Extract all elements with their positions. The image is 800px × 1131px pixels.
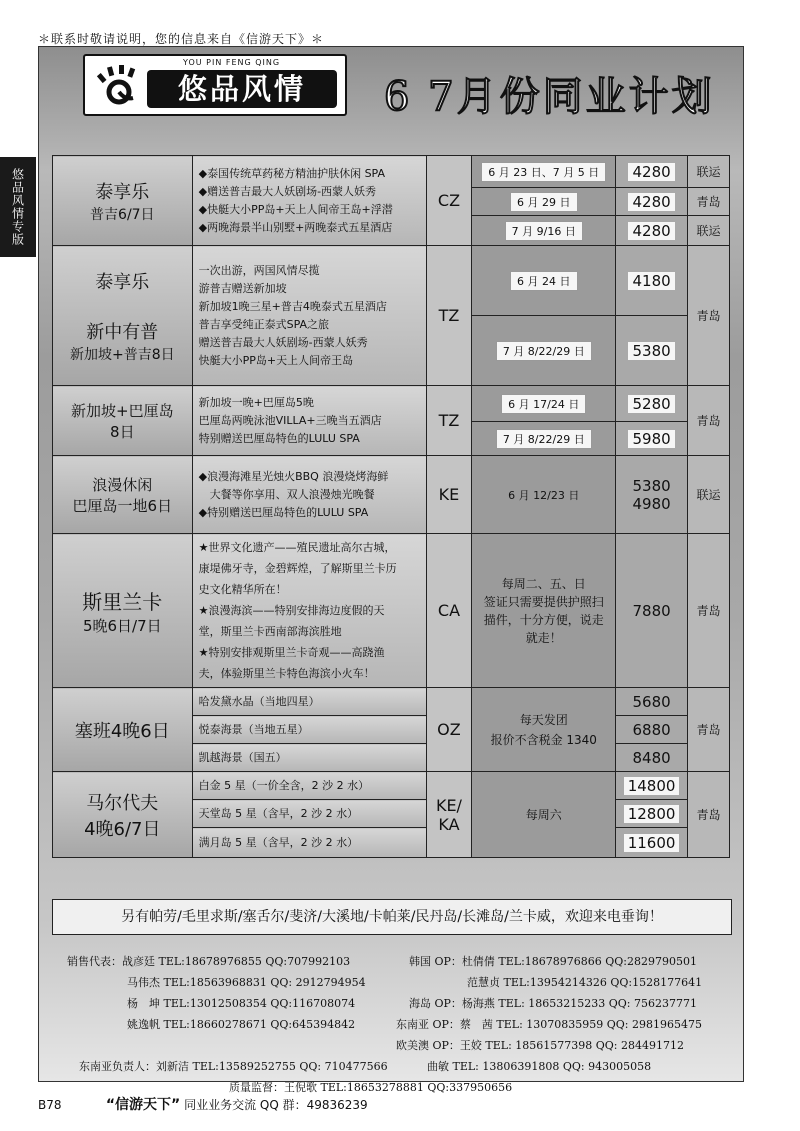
departure-date: 7 月 8/22/29 日	[472, 316, 616, 386]
price: 14800	[616, 772, 688, 800]
hotel-option: 哈发黛水晶（当地四星）	[192, 688, 426, 716]
tour-features: ◆浪漫海滩星光烛火BBQ 浪漫烧烤海鲜 大餐等你享用、双人浪漫烛光晚餐 ◆特别赠送巴厘岛特色的LULU SPA	[192, 456, 426, 534]
departure-city: 青岛	[688, 534, 730, 688]
departure-date: 6 月 23 日、7 月 5 日	[472, 156, 616, 188]
departure-date: 7 月 8/22/29 日	[472, 422, 616, 456]
sun-logo-icon	[95, 64, 141, 108]
table-row	[53, 156, 730, 188]
table-row	[53, 772, 730, 800]
contact-line: 东南亚 OP：蔡 茜 TEL: 13070835959 QQ: 2981965475	[396, 1018, 702, 1031]
tour-features: ★世界文化遗产——殖民遗址高尔古城， 康堤佛牙寺，金碧辉煌，了解斯里兰卡历 史文化精华所在！ ★浪漫海滨——特别安排海边度假的天 堂，斯里兰卡西南部海滨胜地 ★特别安排观斯里兰卡奇观——高跷渔 夫，体验斯里兰卡特色海滨小火车！	[192, 534, 426, 688]
tour-name: 浪漫休闲 巴厘岛一地6日	[53, 456, 193, 534]
departure-city: 青岛	[688, 772, 730, 858]
hotel-option: 凯越海景（国五）	[192, 744, 426, 772]
price: 4280	[616, 216, 688, 246]
top-note: ＊联系时敬请说明，您的信息来自《信游天下》＊	[38, 32, 325, 46]
departure-date: 6 月 29 日	[472, 188, 616, 216]
contact-line: 曲敏 TEL: 13806391808 QQ: 943005058	[427, 1060, 652, 1073]
hotel-option: 悦泰海景（当地五星）	[192, 716, 426, 744]
tour-name: 泰享乐 新中有普 新加坡+普吉8日	[53, 246, 193, 386]
publication-name: “信游天下”	[105, 1097, 181, 1113]
tour-name: 泰享乐 普吉6/7日	[53, 156, 193, 246]
price: 8480	[616, 744, 688, 772]
departure-info: 每周六	[472, 772, 616, 858]
price: 6880	[616, 716, 688, 744]
contact-line: 范慧贞 TEL:13954214326 QQ:1528177641	[467, 976, 703, 989]
qq-group: 同业业务交流 QQ 群：49836239	[184, 1098, 368, 1112]
page-number: B78	[38, 1098, 62, 1112]
tour-name: 新加坡+巴厘岛 8日	[53, 386, 193, 456]
price: 4280	[616, 156, 688, 188]
departure-city: 青岛	[688, 688, 730, 772]
flyer-frame	[38, 46, 744, 1094]
tour-features: 新加坡一晚+巴厘岛5晚 巴厘岛两晚泳池VILLA+三晚当五酒店 特别赠送巴厘岛特色的LULU SPA	[192, 386, 426, 456]
departure-date: 7 月 9/16 日	[472, 216, 616, 246]
airline-code: KE	[426, 456, 472, 534]
table-row	[53, 456, 730, 534]
tour-features: 一次出游，两国风情尽揽 游普吉赠送新加坡 新加坡1晚三星+普吉4晚泰式五星酒店 普吉享受纯正泰式SPA之旅 赠送普吉最大人妖剧场-西蒙人妖秀 快艇大小PP岛+天上人间帝王岛	[192, 246, 426, 386]
contact-line: 海岛 OP：杨海燕 TEL: 18653215233 QQ: 756237771	[409, 997, 697, 1010]
tour-name: 马尔代夫 4晚6/7日	[53, 772, 193, 858]
logo-text: 悠品风情	[147, 70, 337, 108]
departure-date: 6 月 24 日	[472, 246, 616, 316]
hotel-option: 满月岛 5 星（含早，2 沙 2 水）	[192, 828, 426, 858]
contact-line: 销售代表：战彦廷 TEL:18678976855 QQ:707992103	[67, 955, 351, 968]
price: 5980	[616, 422, 688, 456]
price: 12800	[616, 800, 688, 828]
airline-code: CZ	[426, 156, 472, 246]
price: 7880	[616, 534, 688, 688]
contact-line: 杨 坤 TEL:13012508354 QQ:116708074	[127, 997, 356, 1010]
table-row	[53, 688, 730, 716]
page-footer	[38, 1094, 368, 1114]
contact-line: 质量监督：王倪歌 TEL:18653278881 QQ:337950656	[229, 1081, 513, 1094]
more-destinations: 另有帕劳/毛里求斯/塞舌尔/斐济/大溪地/卡帕莱/民丹岛/长滩岛/兰卡威，欢迎来电垂询！	[52, 899, 732, 935]
price: 4180	[616, 246, 688, 316]
departure-city: 联运	[688, 156, 730, 188]
departure-city: 联运	[688, 456, 730, 534]
airline-code: OZ	[426, 688, 472, 772]
price: 5680	[616, 688, 688, 716]
price: 4280	[616, 188, 688, 216]
side-tab: 悠品风情专版	[0, 157, 36, 257]
airline-code: CA	[426, 534, 472, 688]
price: 5380 4980	[616, 456, 688, 534]
airline-code: TZ	[426, 386, 472, 456]
departure-date: 6 月 17/24 日	[472, 386, 616, 422]
brand-logo	[83, 54, 347, 116]
tour-table	[52, 155, 730, 858]
departure-city: 青岛	[688, 246, 730, 386]
departure-info: 每周二、五、日 签证只需要提供护照扫 描件，十分方便，说走 就走！	[472, 534, 616, 688]
departure-city: 青岛	[688, 188, 730, 216]
table-row	[53, 534, 730, 688]
price: 5380	[616, 316, 688, 386]
table-row	[53, 386, 730, 422]
price: 5280	[616, 386, 688, 422]
airline-code: TZ	[426, 246, 472, 386]
tour-name: 塞班4晚6日	[53, 688, 193, 772]
departure-date: 6 月 12/23 日	[472, 456, 616, 534]
contact-line: 东南亚负责人：刘新洁 TEL:13589252755 QQ: 710477566	[79, 1060, 388, 1073]
contact-line: 韩国 OP：杜倩倩 TEL:18678976866 QQ:2829790501	[409, 955, 697, 968]
hotel-option: 白金 5 星（一价全含，2 沙 2 水）	[192, 772, 426, 800]
price: 11600	[616, 828, 688, 858]
departure-city: 青岛	[688, 386, 730, 456]
contact-line: 欧美澳 OP：王姣 TEL: 18561577398 QQ: 284491712	[396, 1039, 684, 1052]
tour-features: ◆泰国传统草药秘方精油护肤休闲 SPA ◆赠送普吉最大人妖剧场-西蒙人妖秀 ◆快艇大小PP岛+天上人间帝王岛+浮潜 ◆两晚海景半山别墅+两晚泰式五星酒店	[192, 156, 426, 246]
hotel-option: 天堂岛 5 星（含早，2 沙 2 水）	[192, 800, 426, 828]
table-row	[53, 246, 730, 316]
departure-city: 联运	[688, 216, 730, 246]
tour-name: 斯里兰卡 5晚6日/7日	[53, 534, 193, 688]
logo-pinyin: YOU PIN FENG QING	[183, 58, 281, 67]
airline-code: KE/ KA	[426, 772, 472, 858]
contact-line: 马伟杰 TEL:18563968831 QQ: 2912794954	[127, 976, 366, 989]
page-title: 6 7月份同业计划	[384, 74, 715, 120]
contact-line: 姚逸帆 TEL:18660278671 QQ:645394842	[127, 1018, 356, 1031]
departure-info: 每天发团 报价不含税金 1340	[472, 688, 616, 772]
